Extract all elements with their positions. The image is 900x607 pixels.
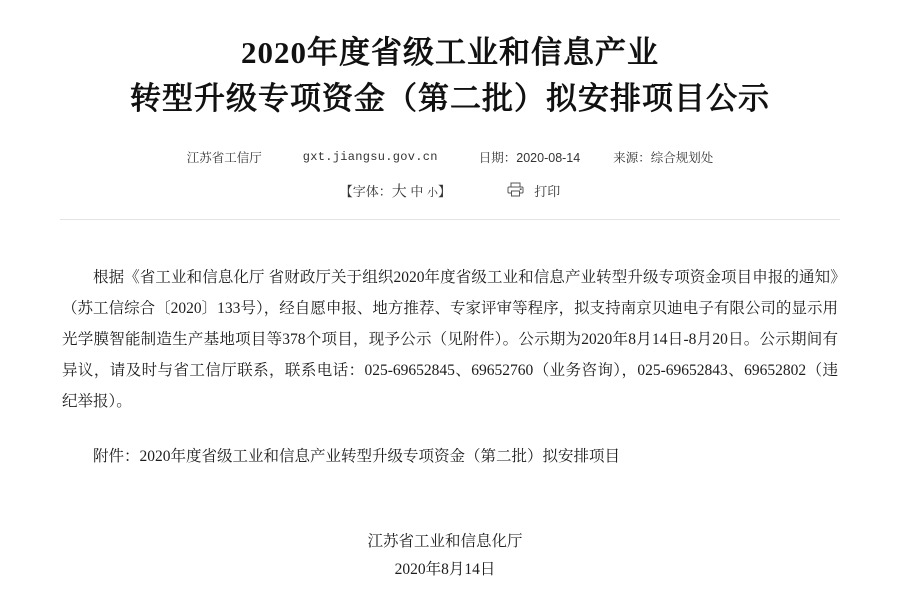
title-line-1: 2020年度省级工业和信息产业 xyxy=(241,35,659,70)
body-paragraph: 根据《省工业和信息化厅 省财政厅关于组织2020年度省级工业和信息产业转型升级专项资金项目申报的通知》（苏工信综合〔2020〕133号），经自愿申报、地方推荐、专家评审等程序，拟支持南京贝迪电子有限公司的显示用光学膜智能制造生产基地项目等378个项目，现予公示（见附件）。公示期为2020年8月14日-8月20日。公示期间有异议，请及时与省工信厅联系，联系电话：025-69652845、69652760（业务咨询），025-69652843、69652802（违纪举报）。 xyxy=(62,269,838,410)
font-size-control xyxy=(340,180,451,201)
print-label: 打印 xyxy=(534,184,561,199)
meta-date: 日期：2020-08-14 xyxy=(478,151,581,165)
font-size-prefix: 【字体： xyxy=(339,184,392,199)
document-tools xyxy=(60,180,840,201)
meta-department: 来源：综合规划处 xyxy=(613,151,714,165)
meta-site-url[interactable]: gxt.jiangsu.gov.cn xyxy=(302,150,438,164)
signature-block xyxy=(60,528,840,584)
attachment-line[interactable]: 附件：2020年度省级工业和信息产业转型升级专项资金（第二批）拟安排项目 xyxy=(93,448,621,465)
page-title xyxy=(60,0,840,122)
font-size-suffix: 】 xyxy=(438,184,452,199)
font-size-small-button[interactable]: 小 xyxy=(427,187,438,199)
font-size-large-button[interactable]: 大 xyxy=(391,183,407,200)
title-line-2: 转型升级专项资金（第二批）拟安排项目公示 xyxy=(130,81,770,116)
signature-date: 2020年8月14日 xyxy=(394,561,496,578)
document-body xyxy=(60,262,840,472)
meta-source-org: 江苏省工信厅 xyxy=(186,151,262,165)
printer-icon xyxy=(507,182,524,200)
print-button[interactable] xyxy=(507,181,561,200)
signature-org: 江苏省工业和信息化厅 xyxy=(367,533,523,550)
document-meta xyxy=(60,148,840,166)
header-divider xyxy=(60,219,840,220)
font-size-medium-button[interactable]: 中 xyxy=(410,184,424,199)
